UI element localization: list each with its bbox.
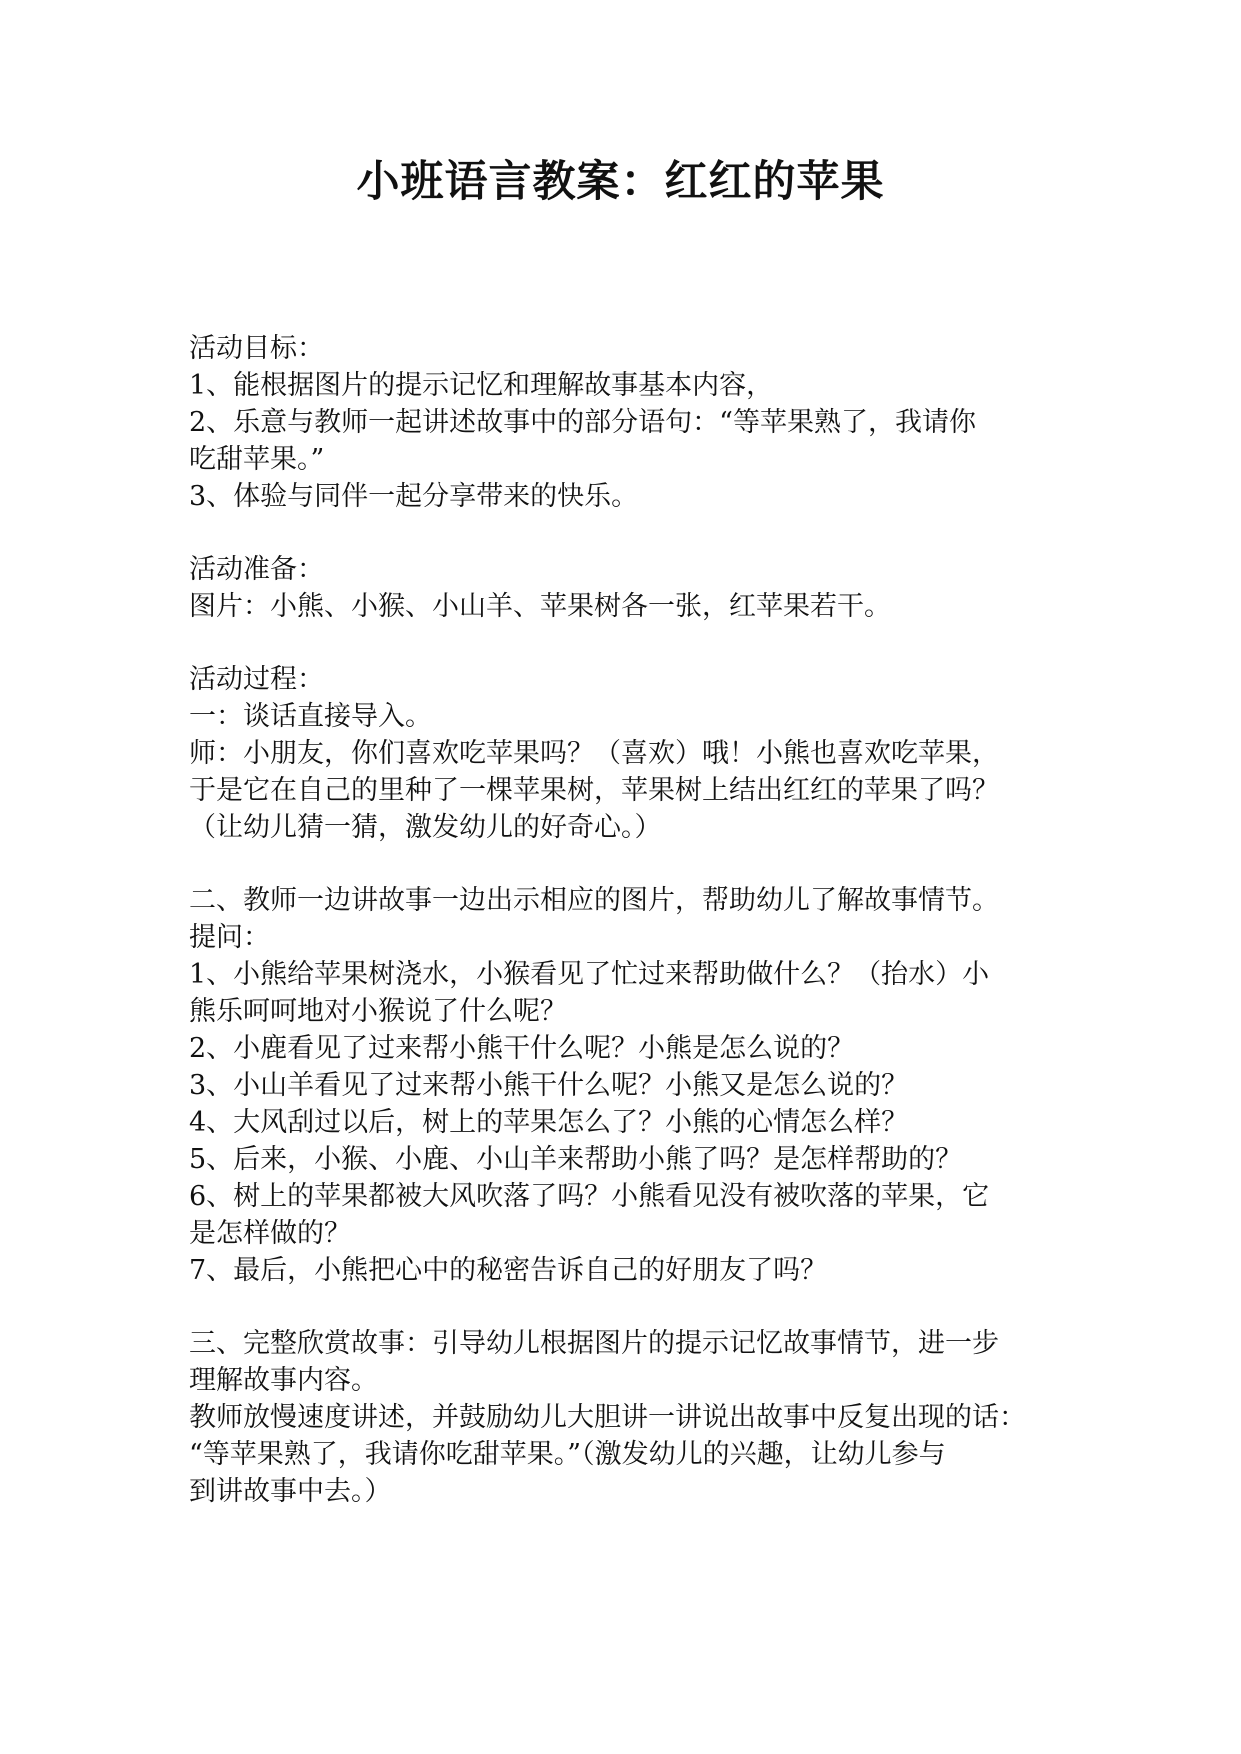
paragraph-line: 三、完整欣赏故事：引导幼儿根据图片的提示记忆故事情节，进一步 xyxy=(189,1328,999,1359)
section-gap xyxy=(189,1289,1055,1325)
section-process xyxy=(189,661,1055,846)
paragraph-line: 一：谈话直接导入。 xyxy=(189,701,432,732)
paragraph-line: 于是它在自己的里种了一棵苹果树，苹果树上结出红红的苹果了吗？ xyxy=(189,775,999,806)
paragraph-line: 2、乐意与教师一起讲述故事中的部分语句：“等苹果熟了，我请你 xyxy=(189,407,976,438)
section-heading: 活动目标： xyxy=(189,333,324,364)
section-gap xyxy=(189,846,1055,882)
section-gap xyxy=(189,515,1055,551)
paragraph-line: 3、小山羊看见了过来帮小熊干什么呢？小熊又是怎么说的？ xyxy=(189,1070,909,1101)
paragraph-line: 2、小鹿看见了过来帮小熊干什么呢？小熊是怎么说的？ xyxy=(189,1033,855,1064)
paragraph-line: 是怎样做的？ xyxy=(189,1218,351,1249)
document-body xyxy=(189,330,1055,1510)
section-storytelling xyxy=(189,882,1055,1289)
section-gap xyxy=(189,625,1055,661)
paragraph-line: 吃甜苹果。” xyxy=(189,444,325,475)
section-goals xyxy=(189,330,1055,515)
paragraph-line: 1、能根据图片的提示记忆和理解故事基本内容， xyxy=(189,370,774,401)
document-title: 小班语言教案：红红的苹果 xyxy=(356,157,885,207)
section-heading: 活动准备： xyxy=(189,554,324,585)
section-preparation xyxy=(189,551,1055,625)
paragraph-line: （让幼儿猜一猜，激发幼儿的好奇心。） xyxy=(189,812,662,843)
paragraph-line: 到讲故事中去。） xyxy=(189,1476,392,1507)
section-heading: 活动过程： xyxy=(189,664,324,695)
paragraph-line: 1、小熊给苹果树浇水，小猴看见了忙过来帮助做什么？（抬水）小 xyxy=(189,959,990,990)
paragraph-line: 熊乐呵呵地对小猴说了什么呢？ xyxy=(189,996,567,1027)
section-appreciation xyxy=(189,1325,1055,1510)
paragraph-line: 6、树上的苹果都被大风吹落了吗？小熊看见没有被吹落的苹果，它 xyxy=(189,1181,990,1212)
paragraph-line: 二、教师一边讲故事一边出示相应的图片，帮助幼儿了解故事情节。 xyxy=(189,885,999,916)
paragraph-line: 提问： xyxy=(189,922,270,953)
paragraph-line: 4、大风刮过以后，树上的苹果怎么了？小熊的心情怎么样？ xyxy=(189,1107,909,1138)
paragraph-line: “等苹果熟了，我请你吃甜苹果。”（激发幼儿的兴趣，让幼儿参与 xyxy=(189,1439,946,1470)
paragraph-line: 5、后来，小猴、小鹿、小山羊来帮助小熊了吗？是怎样帮助的？ xyxy=(189,1144,963,1175)
paragraph-line: 理解故事内容。 xyxy=(189,1365,378,1396)
paragraph-line: 7、最后，小熊把心中的秘密告诉自己的好朋友了吗？ xyxy=(189,1255,828,1286)
paragraph-line: 3、体验与同伴一起分享带来的快乐。 xyxy=(189,481,639,512)
paragraph-line: 教师放慢速度讲述，并鼓励幼儿大胆讲一讲说出故事中反复出现的话： xyxy=(189,1402,1026,1433)
paragraph-line: 图片：小熊、小猴、小山羊、苹果树各一张，红苹果若干。 xyxy=(189,591,891,622)
paragraph-line: 师：小朋友，你们喜欢吃苹果吗？（喜欢）哦！小熊也喜欢吃苹果， xyxy=(189,738,999,769)
